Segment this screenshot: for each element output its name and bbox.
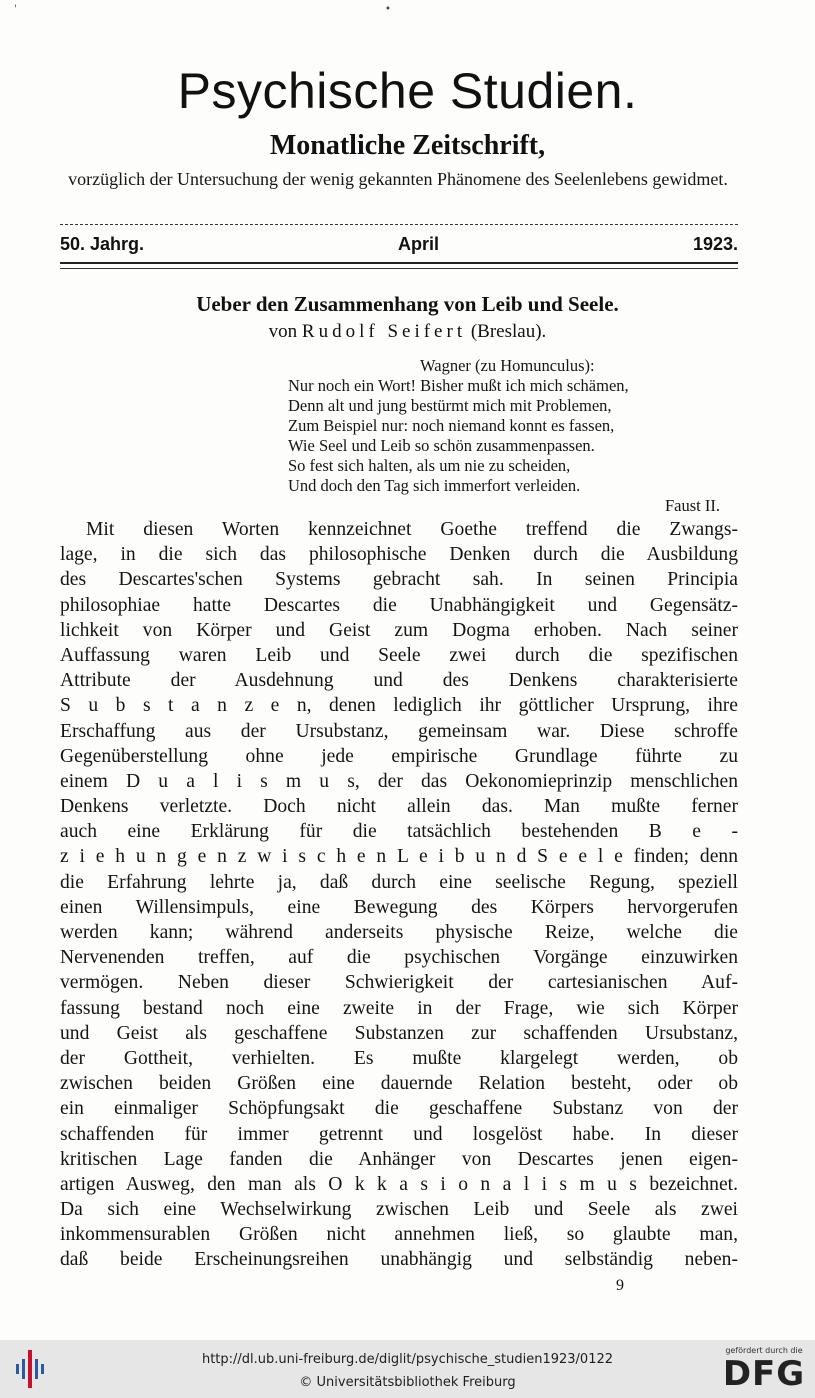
body-line: lichkeit von Körper und Geist zum Dogma erhoben. Nach seiner <box>60 619 738 641</box>
body-line: Attribute der Ausdehnung und des Denkens charakterisierte <box>60 670 738 692</box>
byline-prefix: von <box>268 321 298 342</box>
epigraph-line: Zum Beispiel nur: noch niemand konnt es fassen, <box>288 416 615 435</box>
epigraph-line: Nur noch ein Wort! Bisher mußt ich mich schämen, <box>288 376 629 395</box>
issue-year: 1923. <box>692 234 738 254</box>
body-line: auch eine Erklärung für die tatsächlich bestehenden B e - <box>60 821 738 843</box>
epigraph-lines <box>288 376 738 496</box>
epigraph-source: Faust II. <box>665 496 720 515</box>
body-line: Denkens verletzte. Doch nicht allein das. Man mußte ferner <box>60 796 738 818</box>
body-line: lage, in die sich das philosophische Denken durch die Ausbildung <box>60 544 738 566</box>
journal-tagline: vorzüglich der Untersuchung der wenig gekannten Phänomene des Seelenlebens gewidmet. <box>68 169 728 189</box>
header-thin-rule <box>60 268 738 269</box>
body-line: fassung bestand noch eine zweite in der Frage, wie sich Körper <box>60 997 738 1019</box>
body-line: S u b s t a n z e n, denen lediglich ihr göttlicher Ursprung, ihre <box>60 695 738 717</box>
body-line: Gegenüberstellung ohne jede empirische Grundlage führte zu <box>60 745 738 767</box>
body-line: des Descartes'schen Systems gebracht sah. In seinen Principia <box>60 569 738 591</box>
body-line: kritischen Lage fanden die Anhänger von Descartes jenen eigen- <box>60 1148 738 1170</box>
copyright-notice: © Universitätsbibliothek Freiburg <box>299 1375 516 1390</box>
scan-speck: • <box>385 4 391 15</box>
article-title: Ueber den Zusammenhang von Leib und Seele. <box>196 292 619 316</box>
body-line: vermögen. Neben dieser Schwierigkeit der cartesianischen Auf- <box>60 972 738 994</box>
body-line: werden kann; während anderseits physische Reize, welche die <box>60 922 738 943</box>
epigraph <box>288 356 738 516</box>
header-thick-rule <box>60 262 738 264</box>
body-line: philosophiae hatte Descartes die Unabhängigkeit und Gegensätz- <box>60 594 738 616</box>
body-line: Erschaffung aus der Ursubstanz, gemeinsam war. Diese schroffe <box>60 720 738 742</box>
epigraph-line: So fest sich halten, als um nie zu scheiden, <box>288 456 571 475</box>
body-line: zwischen beiden Größen eine dauernde Relation besteht, oder ob <box>60 1073 738 1095</box>
body-line: und Geist als geschaffene Substanzen zur schaffenden Ursubstanz, <box>60 1022 738 1044</box>
scan-speck: ' <box>14 4 17 15</box>
body-line: Nervenenden treffen, auf die psychischen Vorgänge einzuwirken <box>60 947 738 969</box>
body-line: inkommensurablen Größen nicht annehmen ließ, so glaubte man, <box>60 1224 738 1246</box>
page-number: 9 <box>616 1277 624 1294</box>
article-byline <box>0 321 815 343</box>
body-line: schaffenden für immer getrennt und losgelöst habe. In dieser <box>60 1123 738 1145</box>
body-line: daß beide Erscheinungsreihen unabhängig und selbständig neben- <box>60 1249 738 1271</box>
issue-volume: 50. Jahrg. <box>60 234 145 254</box>
viewer-footer <box>0 1340 815 1398</box>
author-name: Rudolf Seifert <box>301 321 467 342</box>
epigraph-line: Denn alt und jung bestürmt mich mit Problemen, <box>288 396 612 415</box>
body-line: Auffassung waren Leib und Seele zwei durch die spezifischen <box>60 644 738 666</box>
body-line: einem D u a l i s m u s, der das Oekonomieprinzip menschlichen <box>60 770 738 792</box>
dfg-funding-note: gefördert durch die <box>725 1346 803 1355</box>
dfg-logo-icon[interactable] <box>718 1346 810 1394</box>
body-line: artigen Ausweg, den man als O k k a s i o n a l i s m u s bezeichnet. <box>60 1173 738 1195</box>
body-line: Da sich eine Wechselwirkung zwischen Leib und Seele als zwei <box>60 1199 738 1221</box>
epigraph-line: Und doch den Tag sich immerfort verleiden. <box>288 476 581 495</box>
body-line: ein einmaliger Schöpfungsakt die geschaffene Substanz von der <box>60 1098 738 1120</box>
body-line: die Erfahrung lehrte ja, daß durch eine seelische Regung, speziell <box>60 871 738 893</box>
issue-line <box>60 234 738 255</box>
article-body <box>60 517 738 1273</box>
body-line: Mit diesen Worten kennzeichnet Goethe treffend die Zwangs- <box>86 519 738 540</box>
body-line: einen Willensimpuls, eine Bewegung des Körpers hervorgerufen <box>60 896 738 918</box>
journal-subtitle: Monatliche Zeitschrift, <box>269 130 546 161</box>
issue-month: April <box>397 234 439 254</box>
header-dashed-rule <box>60 224 738 225</box>
dfg-logo-text: DFG <box>722 1354 806 1394</box>
journal-title: Psychische Studien. <box>177 63 638 119</box>
author-affiliation: (Breslau). <box>470 321 547 342</box>
body-line: der Gottheit, verhielten. Es mußte klargelegt werden, ob <box>60 1047 738 1069</box>
epigraph-line: Wie Seel und Leib so schön zusammenpassen. <box>288 436 595 455</box>
document-url[interactable]: http://dl.ub.uni-freiburg.de/diglit/psychische_studien1923/0122 <box>201 1352 614 1367</box>
epigraph-speaker: Wagner (zu Homunculus): <box>420 356 595 375</box>
body-line: z i e h u n g e n z w i s c h e n L e i b u n d S e e l e finden; denn <box>60 846 738 868</box>
